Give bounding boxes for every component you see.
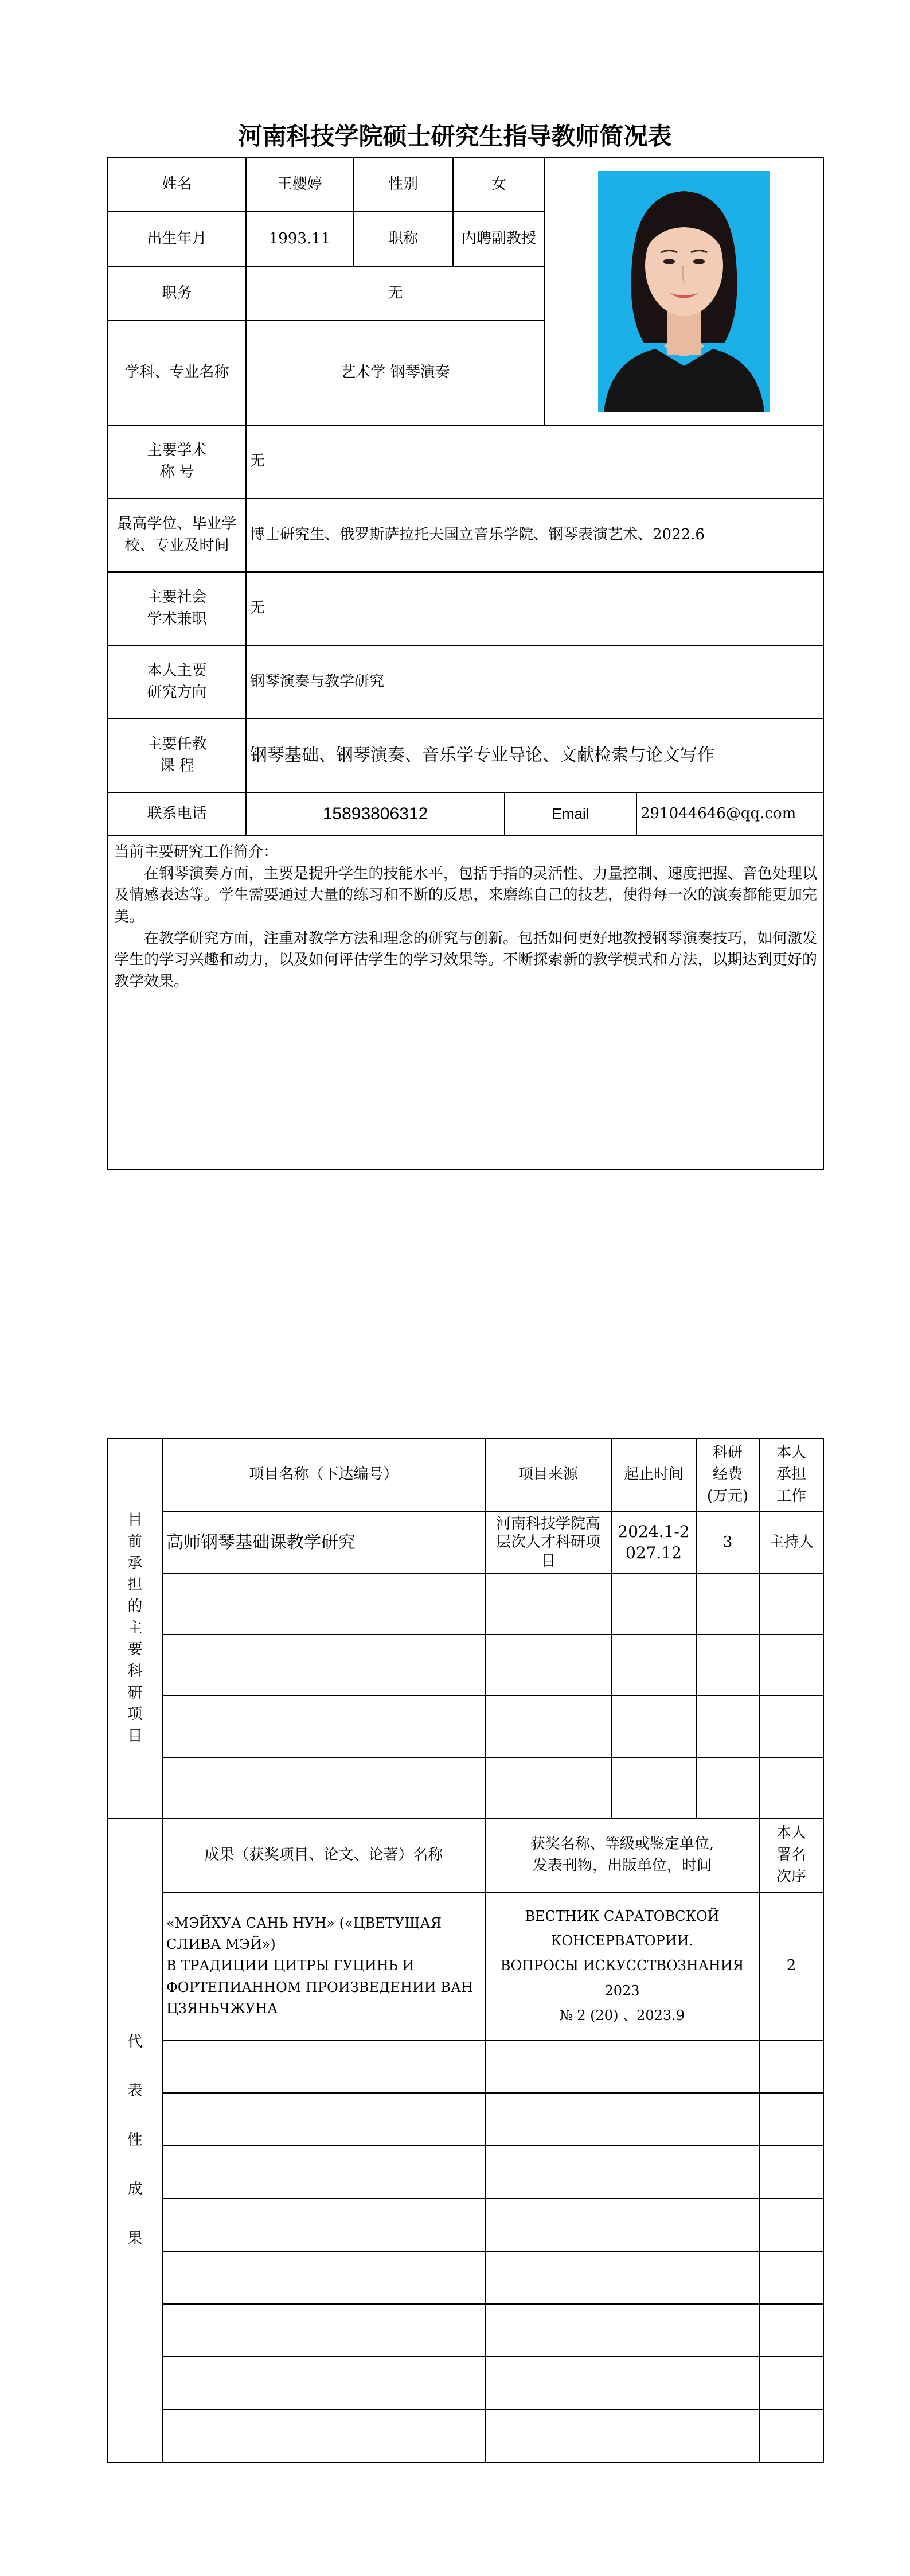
- project-row: [108, 1512, 823, 1573]
- projects-section-char: 研: [127, 1684, 143, 1702]
- funds-header-line2: 经费: [712, 1466, 743, 1484]
- project-source: 河南科技学院高层次人才科研项目: [485, 1512, 611, 1573]
- achievements-section-char: 果: [127, 2229, 143, 2247]
- achievement-venue-header: [485, 1819, 759, 1892]
- achievements-section-label: [108, 1819, 162, 2462]
- name-label: 姓名: [108, 157, 246, 212]
- discipline-value: 艺术学 钢琴演奏: [246, 321, 545, 425]
- post-value: 无: [246, 266, 545, 321]
- role-header-line3: 工作: [776, 1487, 806, 1505]
- post-label: 职务: [108, 266, 246, 321]
- project-role-header: [759, 1438, 823, 1512]
- achievement-row-empty: [108, 2357, 823, 2410]
- intro-paragraph-1: 在钢琴演奏方面，主要是提升学生的技能水平，包括手指的灵活性、力量控制、速度把握、音色处理以及情感表达等。学生需要通过大量的练习和不断的反思，来磨练自己的技艺，使得每一次的演奏都能更加完美。: [114, 865, 818, 926]
- achievement-name-line1: «МЭЙХУА САНЬ НУН» («ЦВЕТУЩАЯ СЛИВА МЭЙ»): [166, 1915, 442, 1953]
- phone-value: 15893806312: [246, 792, 505, 835]
- venue-header-line1: 获奖名称、等级或鉴定单位,: [530, 1835, 714, 1853]
- role-header-line2: 承担: [776, 1466, 806, 1484]
- courses-label: [108, 719, 246, 792]
- rank-value: 内聘副教授: [453, 212, 545, 266]
- project-funds-header: [696, 1438, 759, 1512]
- achievement-venue-line3: ВОПРОСЫ ИСКУССТВОЗНАНИЯ 2023: [500, 1958, 744, 1999]
- achievement-name: [162, 1892, 485, 2040]
- gender-value: 女: [453, 157, 545, 212]
- social-label-line2: 学术兼职: [147, 610, 207, 628]
- courses-value: 钢琴基础、钢琴演奏、音乐学专业导论、文献检索与论文写作: [246, 719, 823, 792]
- research-label-line1: 本人主要: [147, 662, 207, 680]
- project-role: 主持人: [759, 1512, 823, 1573]
- projects-section-char: 目: [127, 1727, 143, 1745]
- project-row-empty: [108, 1696, 823, 1757]
- degree-label: 最高学位、毕业学校、专业及时间: [108, 499, 246, 572]
- honor-label-line2: 称 号: [159, 464, 194, 481]
- achievement-row-empty: [108, 2410, 823, 2462]
- honor-label-line1: 主要学术: [147, 442, 207, 460]
- achievement-row-empty: [108, 2146, 823, 2198]
- gender-label: 性别: [353, 157, 453, 212]
- project-period: 2024.1-2027.12: [611, 1512, 696, 1573]
- projects-section-char: 主: [127, 1619, 143, 1637]
- achievement-name-header: 成果（获奖项目、论文、论著）名称: [162, 1819, 485, 1892]
- photo-cell: [545, 157, 823, 425]
- phone-label: 联系电话: [108, 792, 246, 835]
- portrait-image: [598, 171, 770, 412]
- achievement-order: 2: [759, 1892, 823, 2040]
- project-funds: 3: [696, 1512, 759, 1573]
- project-period-header: 起止时间: [611, 1438, 696, 1512]
- project-row-empty: [108, 1635, 823, 1696]
- honor-value: 无: [246, 425, 823, 499]
- achievements-section-char: 表: [127, 2082, 143, 2100]
- funds-header-line1: 科研: [712, 1444, 743, 1462]
- intro-heading: 当前主要研究工作简介：: [114, 843, 279, 861]
- projects-achievements-table: [107, 1438, 824, 2463]
- page-title: 河南科技学院硕士研究生指导教师简况表: [238, 122, 672, 150]
- achievement-venue-line4: № 2 (20) 、2023.9: [559, 2007, 685, 2024]
- projects-section-char: 的: [127, 1597, 143, 1615]
- projects-section-char: 项: [127, 1706, 143, 1723]
- social-label-line1: 主要社会: [147, 589, 207, 606]
- name-value: 王樱婷: [246, 157, 353, 212]
- projects-section-char: 前: [127, 1532, 143, 1550]
- achievement-venue-line2: КОНСЕРВАТОРИИ.: [550, 1933, 694, 1949]
- birth-label: 出生年月: [108, 212, 246, 266]
- profile-table: [107, 157, 824, 1170]
- project-name-header: 项目名称（下达编号）: [162, 1438, 485, 1512]
- achievements-section-char: 性: [127, 2131, 143, 2149]
- research-label-line2: 研究方向: [147, 684, 207, 701]
- research-value: 钢琴演奏与教学研究: [246, 645, 823, 719]
- projects-section-char: 目: [127, 1511, 143, 1529]
- project-source-header: 项目来源: [485, 1438, 611, 1512]
- research-intro: [108, 835, 823, 1170]
- discipline-label: 学科、专业名称: [108, 321, 246, 425]
- projects-section-char: 要: [127, 1641, 143, 1659]
- achievement-row: [108, 1892, 823, 2040]
- social-value: 无: [246, 572, 823, 645]
- achievement-row-empty: [108, 2198, 823, 2251]
- projects-section-char: 承: [127, 1554, 143, 1572]
- projects-section-char: 科: [127, 1663, 143, 1680]
- courses-label-line2: 课 程: [159, 757, 194, 775]
- portrait-photo: [598, 171, 770, 412]
- degree-value: 博士研究生、俄罗斯萨拉托夫国立音乐学院、钢琴表演艺术、2022.6: [246, 499, 823, 572]
- achievement-name-line2: В ТРАДИЦИИ ЦИТРЫ ГУЦИНЬ И ФОРТЕПИАННОМ ПРОИЗВЕДЕНИИ ВАН ЦЗЯНЬЧЖУНА: [166, 1958, 474, 2017]
- email-label: Email: [505, 792, 636, 835]
- achievement-order-header: [759, 1819, 823, 1892]
- honor-label: [108, 425, 246, 499]
- achievement-row-empty: [108, 2251, 823, 2304]
- research-label: [108, 645, 246, 719]
- achievements-section-char: 成: [127, 2180, 143, 2198]
- venue-header-line2: 发表刊物，出版单位，时间: [532, 1857, 712, 1874]
- projects-section-char: 担: [127, 1576, 143, 1594]
- project-row-empty: [108, 1757, 823, 1819]
- birth-value: 1993.11: [246, 212, 353, 266]
- funds-header-line3: (万元): [706, 1487, 749, 1505]
- intro-paragraph-2: 在教学研究方面，注重对教学方法和理念的研究与创新。包括如何更好地教授钢琴演奏技巧，如何激发学生的学习兴趣和动力，以及如何评估学生的学习效果等。不断探索新的教学模式和方法，以期达到更好的教学效果。: [114, 929, 818, 991]
- order-header-line1: 本人: [776, 1824, 806, 1842]
- achievement-venue: [485, 1892, 759, 2040]
- achievement-row-empty: [108, 2040, 823, 2093]
- achievement-venue-line1: ВЕСТНИК САРАТОВСКОЙ: [525, 1908, 720, 1925]
- achievement-row-empty: [108, 2093, 823, 2146]
- achievements-section-char: 代: [127, 2033, 143, 2050]
- project-name: 高师钢琴基础课教学研究: [162, 1512, 485, 1573]
- order-header-line3: 次序: [776, 1867, 806, 1885]
- email-value: 291044646@qq.com: [636, 792, 823, 835]
- role-header-line1: 本人: [776, 1444, 806, 1462]
- rank-label: 职称: [353, 212, 453, 266]
- social-label: [108, 572, 246, 645]
- projects-section-label: [108, 1438, 162, 1819]
- courses-label-line1: 主要任教: [147, 736, 207, 753]
- achievement-row-empty: [108, 2304, 823, 2357]
- project-row-empty: [108, 1573, 823, 1635]
- order-header-line2: 署名: [776, 1846, 806, 1864]
